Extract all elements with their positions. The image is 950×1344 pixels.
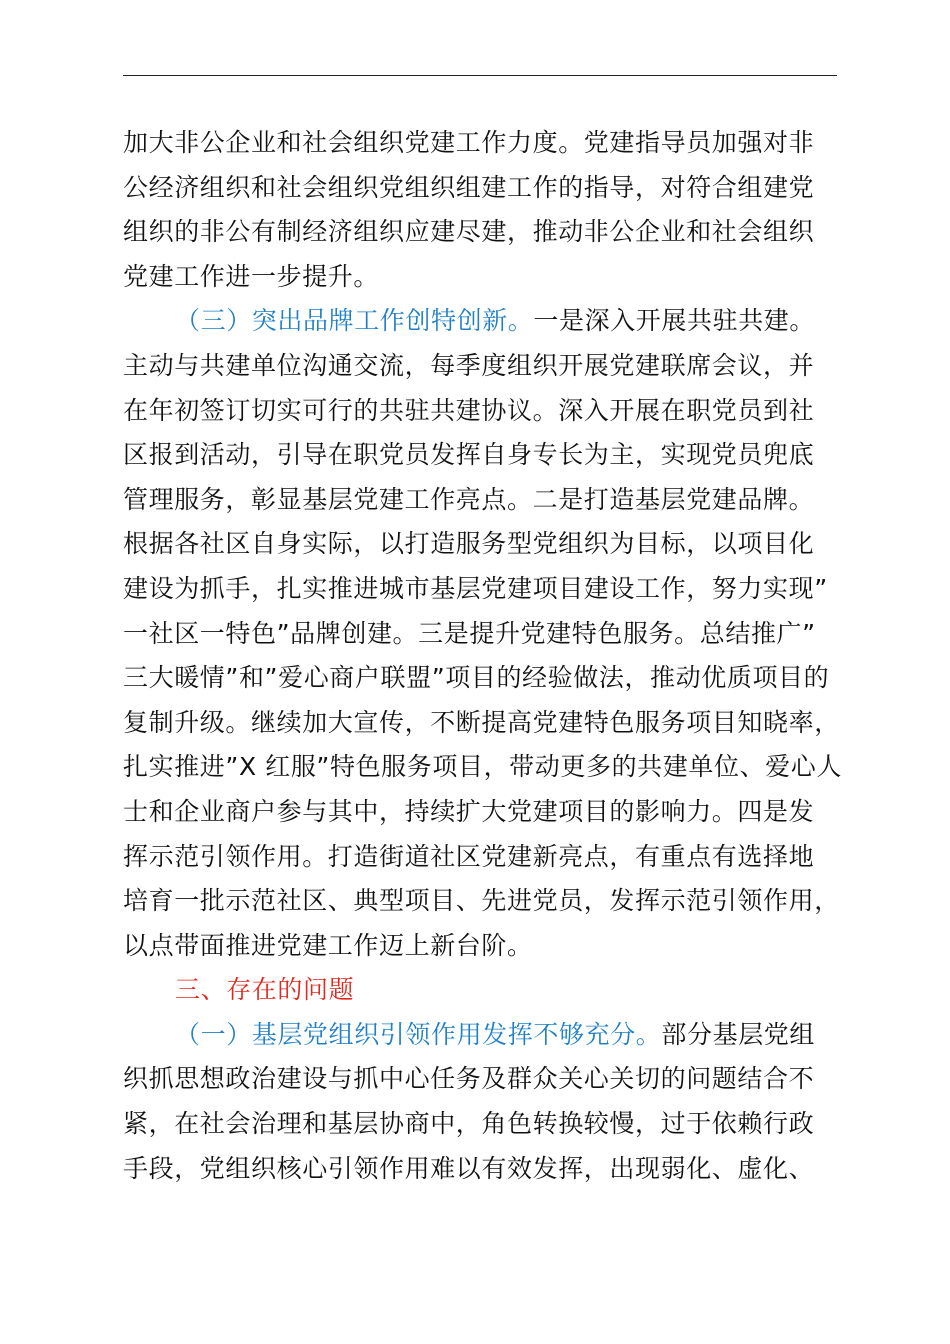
text-line: 紧，在社会治理和基层协商中，角色转换较慢，过于依赖行政 [123, 1109, 815, 1139]
header-rule [123, 75, 837, 76]
text-line: 区报到活动，引导在职党员发挥自身专长为主，实现党员兜底 [123, 440, 815, 470]
text-line: 培育一批示范社区、典型项目、先进党员，发挥示范引领作用， [123, 886, 840, 916]
text-line: 管理服务，彰显基层党建工作亮点。二是打造基层党建品牌。 [123, 484, 815, 514]
text-line: 复制升级。继续加大宣传，不断提高党建特色服务项目知晓率， [123, 707, 840, 737]
text-line: 加大非公企业和社会组织党建工作力度。党建指导员加强对非 [123, 128, 815, 157]
heading-line-text: 部分基层党组 [661, 1019, 816, 1049]
heading-line-text: 一是深入开展共驻共建。 [533, 306, 816, 336]
text-line: 一社区一特色”品牌创建。三是提升党建特色服务。总结推广” [123, 618, 816, 648]
text-line: 组织的非公有制经济组织应建尽建，推动非公企业和社会组织 [123, 217, 815, 247]
document-body [123, 121, 842, 1191]
section-heading-existing-problems: 三、存在的问题 [175, 975, 355, 1005]
paragraph-heading-line [123, 299, 837, 344]
text-line: 党建工作进一步提升。 [123, 261, 380, 291]
text-line: 主动与共建单位沟通交流，每季度组织开展党建联席会议，并 [123, 350, 815, 380]
subsection-heading-brand-work: （三）突出品牌工作创特创新。 [175, 306, 534, 336]
paragraph-heading-line [123, 1013, 837, 1058]
subsection-heading-leadership-role: （一）基层党组织引领作用发挥不够充分。 [175, 1019, 662, 1049]
text-line: 以点带面推进党建工作迈上新台阶。 [123, 930, 533, 960]
text-line: 根据各社区自身实际，以打造服务型党组织为目标，以项目化 [123, 529, 815, 559]
text-line: 士和企业商户参与其中，持续扩大党建项目的影响力。四是发 [123, 796, 815, 826]
text-line: 在年初签订切实可行的共驻共建协议。深入开展在职党员到社 [123, 395, 815, 425]
text-line: 扎实推进”X 红服”特色服务项目，带动更多的共建单位、爱心人 [123, 752, 842, 782]
text-line: 织抓思想政治建设与抓中心任务及群众关心关切的问题结合不 [123, 1064, 815, 1094]
text-line: 挥示范引领作用。打造街道社区党建新亮点，有重点有选择地 [123, 841, 815, 871]
text-line: 三大暖情”和”爱心商户联盟”项目的经验做法，推动优质项目的 [123, 663, 830, 693]
text-line: 手段，党组织核心引领作用难以有效发挥，出现弱化、虚化、 [123, 1153, 815, 1183]
text-line: 公经济组织和社会组织党组织组建工作的指导，对符合组建党 [123, 172, 815, 202]
text-line: 建设为抓手，扎实推进城市基层党建项目建设工作，努力实现” [123, 573, 828, 603]
